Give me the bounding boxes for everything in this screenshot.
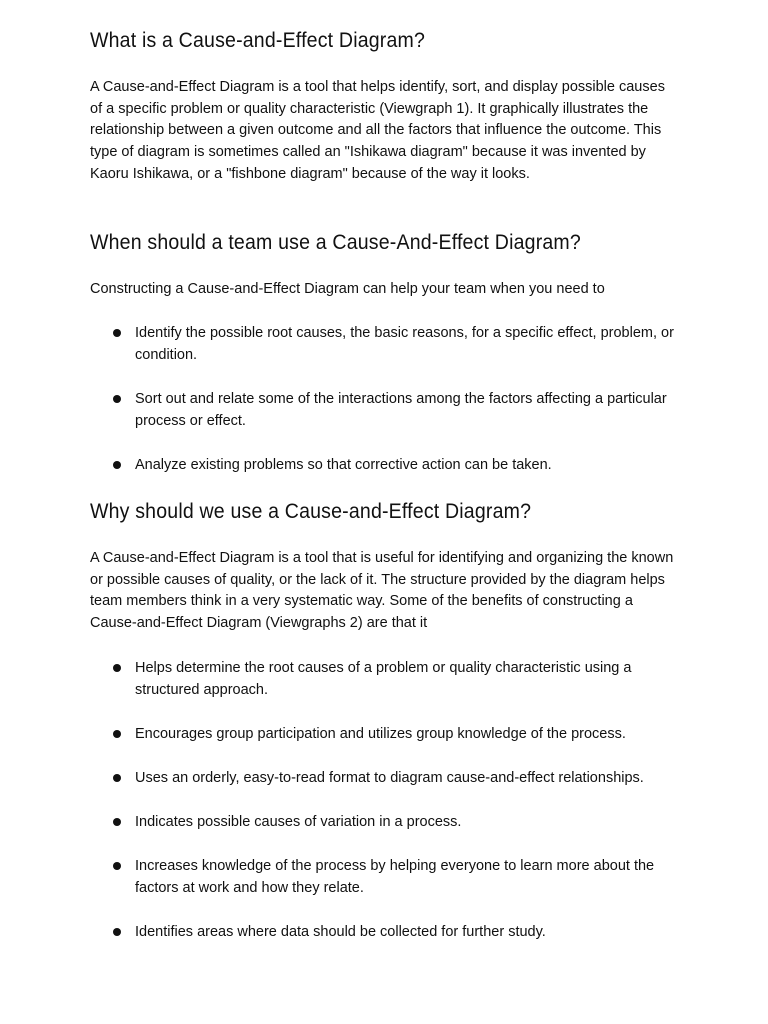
section-paragraph-when: Constructing a Cause-and-Effect Diagram can help your team when you need to bbox=[90, 281, 605, 297]
bullet-list-why bbox=[90, 657, 680, 943]
bullet-icon bbox=[113, 730, 121, 738]
list-item-text: Encourages group participation and utilizes group knowledge of the process. bbox=[135, 726, 626, 742]
bullet-icon bbox=[113, 862, 121, 870]
list-item-text: Identifies areas where data should be collected for further study. bbox=[135, 924, 546, 940]
section-heading-why: Why should we use a Cause-and-Effect Diagram? bbox=[90, 500, 532, 523]
bullet-list-when bbox=[90, 322, 680, 476]
list-item-text: Identify the possible root causes, the basic reasons, for a specific effect, problem, or condition. bbox=[135, 325, 674, 363]
bullet-icon bbox=[113, 395, 121, 403]
list-item bbox=[90, 322, 680, 366]
bullet-icon bbox=[113, 774, 121, 782]
section-heading-when: When should a team use a Cause-And-Effect Diagram? bbox=[90, 231, 581, 254]
list-item bbox=[90, 921, 680, 943]
list-item-text: Uses an orderly, easy-to-read format to diagram cause-and-effect relationships. bbox=[135, 770, 644, 786]
list-item bbox=[90, 855, 680, 899]
section-heading-what: What is a Cause-and-Effect Diagram? bbox=[90, 29, 426, 52]
section-paragraph-what: A Cause-and-Effect Diagram is a tool that helps identify, sort, and display possible causes of a specific problem or quality characteristic (Viewgraph 1). It graphically illustrates the relationship between a given outcome and all the factors that influence the outcome. This type of diagram is sometimes called an "Ishikawa diagram" because it was invented by Kaoru Ishikawa, or a "fishbone diagram" because of the way it looks. bbox=[90, 79, 665, 182]
bullet-icon bbox=[113, 818, 121, 826]
list-item bbox=[90, 388, 680, 432]
list-item-text: Helps determine the root causes of a problem or quality characteristic using a structured approach. bbox=[135, 660, 632, 698]
list-item-text: Indicates possible causes of variation in a process. bbox=[135, 814, 462, 830]
list-item bbox=[90, 723, 680, 745]
list-item-text: Analyze existing problems so that corrective action can be taken. bbox=[135, 457, 552, 473]
list-item bbox=[90, 657, 680, 701]
bullet-icon bbox=[113, 664, 121, 672]
list-item bbox=[90, 767, 680, 789]
bullet-icon bbox=[113, 329, 121, 337]
list-item bbox=[90, 811, 680, 833]
list-item-text: Increases knowledge of the process by helping everyone to learn more about the factors at work and how they relate. bbox=[135, 858, 655, 896]
section-paragraph-why: A Cause-and-Effect Diagram is a tool that is useful for identifying and organizing the known or possible causes of quality, or the lack of it. The structure provided by the diagram helps team members think in a very systematic way. Some of the benefits of constructing a Cause-and-Effect Diagram (Viewgraphs 2) are that it bbox=[90, 550, 674, 632]
list-item bbox=[90, 454, 680, 476]
list-item-text: Sort out and relate some of the interactions among the factors affecting a particular process or effect. bbox=[135, 391, 667, 429]
bullet-icon bbox=[113, 928, 121, 936]
bullet-icon bbox=[113, 461, 121, 469]
